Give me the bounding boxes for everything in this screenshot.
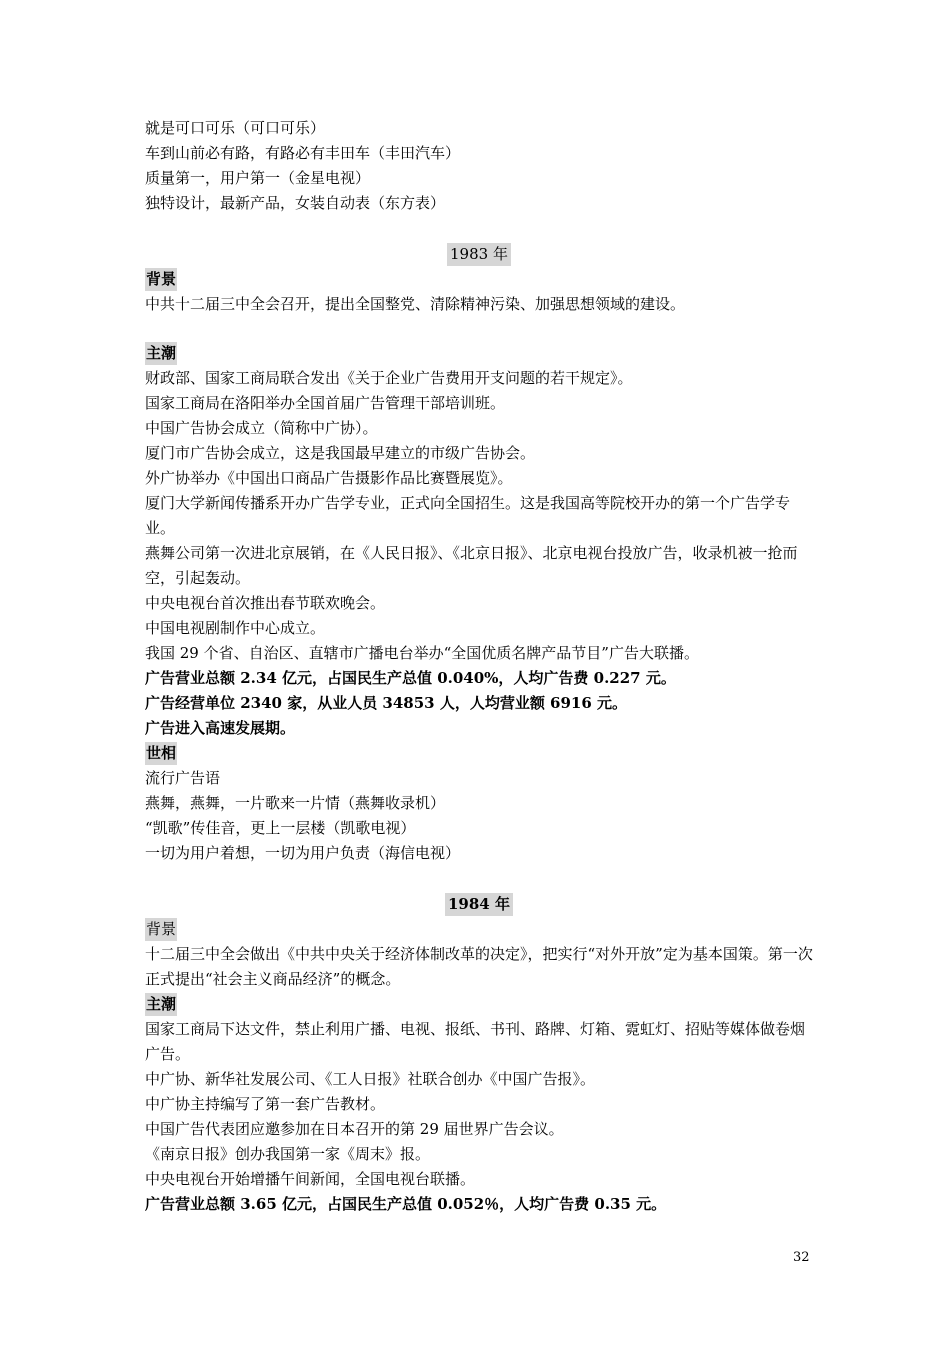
list-item: 我国 29 个省、自治区、直辖市广播电台举办“全国优质名牌产品节目”广告大联播。 bbox=[145, 644, 699, 662]
list-item: 国家工商局下达文件，禁止利用广播、电视、报纸、书刊、路牌、灯箱、霓虹灯、招贴等媒体做卷烟广告。 bbox=[145, 1020, 806, 1063]
year-heading-1984: 1984 年 bbox=[445, 893, 513, 916]
list-item: 中广协主持编写了第一套广告教材。 bbox=[145, 1095, 386, 1113]
background-text: 十二届三中全会做出《中共中央关于经济体制改革的决定》，把实行“对外开放”定为基本国策。第一次正式提出“社会主义商品经济”的概念。 bbox=[145, 945, 813, 988]
background-heading: 背景 bbox=[145, 268, 177, 291]
list-item: 国家工商局在洛阳举办全国首届广告管理干部培训班。 bbox=[145, 394, 506, 412]
page-number: 32 bbox=[793, 1250, 810, 1265]
section-1983 bbox=[145, 242, 813, 866]
list-item: 中央电视台开始增播午间新闻，全国电视台联播。 bbox=[145, 1170, 476, 1188]
background-text: 中共十二届三中全会召开，提出全国整党、清除精神污染、加强思想领域的建设。 bbox=[145, 295, 686, 313]
slogan-line: 独特设计，最新产品，女装自动表（东方表） bbox=[145, 194, 446, 212]
stat-line: 广告营业总额 3.65 亿元，占国民生产总值 0.052％，人均广告费 0.35 元。 bbox=[145, 1195, 667, 1213]
slogan-line: 质量第一，用户第一（金星电视） bbox=[145, 169, 371, 187]
list-item: 中央电视台首次推出春节联欢晚会。 bbox=[145, 594, 386, 612]
list-item: 燕舞公司第一次进北京展销，在《人民日报》、《北京日报》、北京电视台投放广告，收录机被一抢而空，引起轰动。 bbox=[145, 544, 798, 587]
main-trend-heading: 主潮 bbox=[145, 342, 177, 365]
list-item: 燕舞，燕舞，一片歌来一片情（燕舞收录机） bbox=[145, 794, 446, 812]
slogan-line: 就是可口可乐（可口可乐） bbox=[145, 119, 326, 137]
main-trend-heading: 主潮 bbox=[145, 993, 177, 1016]
stat-line: 广告进入高速发展期。 bbox=[145, 719, 296, 737]
intro-slogans bbox=[145, 116, 813, 216]
list-item: 一切为用户着想，一切为用户负责（海信电视） bbox=[145, 844, 461, 862]
list-item: 中国电视剧制作中心成立。 bbox=[145, 619, 326, 637]
list-item: 《南京日报》创办我国第一家《周末》报。 bbox=[145, 1145, 431, 1163]
list-item: 财政部、国家工商局联合发出《关于企业广告费用开支问题的若干规定》。 bbox=[145, 369, 633, 387]
list-item: 中国广告代表团应邀参加在日本召开的第 29 届世界广告会议。 bbox=[145, 1120, 564, 1138]
page-body bbox=[145, 116, 813, 1217]
list-item: 中国广告协会成立（简称中广协）。 bbox=[145, 419, 378, 437]
list-item: 中广协、新华社发展公司、《工人日报》社联合创办《中国广告报》。 bbox=[145, 1070, 596, 1088]
list-item: 厦门市广告协会成立，这是我国最早建立的市级广告协会。 bbox=[145, 444, 536, 462]
list-item: 厦门大学新闻传播系开办广告学专业，正式向全国招生。这是我国高等院校开办的第一个广告学专业。 bbox=[145, 494, 791, 537]
stat-line: 广告营业总额 2.34 亿元，占国民生产总值 0.040%，人均广告费 0.227 元。 bbox=[145, 669, 676, 687]
slogan-line: 车到山前必有路，有路必有丰田车（丰田汽车） bbox=[145, 144, 461, 162]
section-1984 bbox=[145, 892, 813, 1217]
stat-line: 广告经营单位 2340 家，从业人员 34853 人，人均营业额 6916 元。 bbox=[145, 694, 628, 712]
list-item: “凯歌”传佳音，更上一层楼（凯歌电视） bbox=[145, 819, 416, 837]
background-heading: 背景 bbox=[145, 918, 177, 941]
list-item: 外广协举办《中国出口商品广告摄影作品比赛暨展览》。 bbox=[145, 469, 513, 487]
year-heading-1983: 1983 年 bbox=[447, 243, 511, 266]
world-heading: 世相 bbox=[145, 742, 177, 765]
list-item: 流行广告语 bbox=[145, 769, 221, 787]
